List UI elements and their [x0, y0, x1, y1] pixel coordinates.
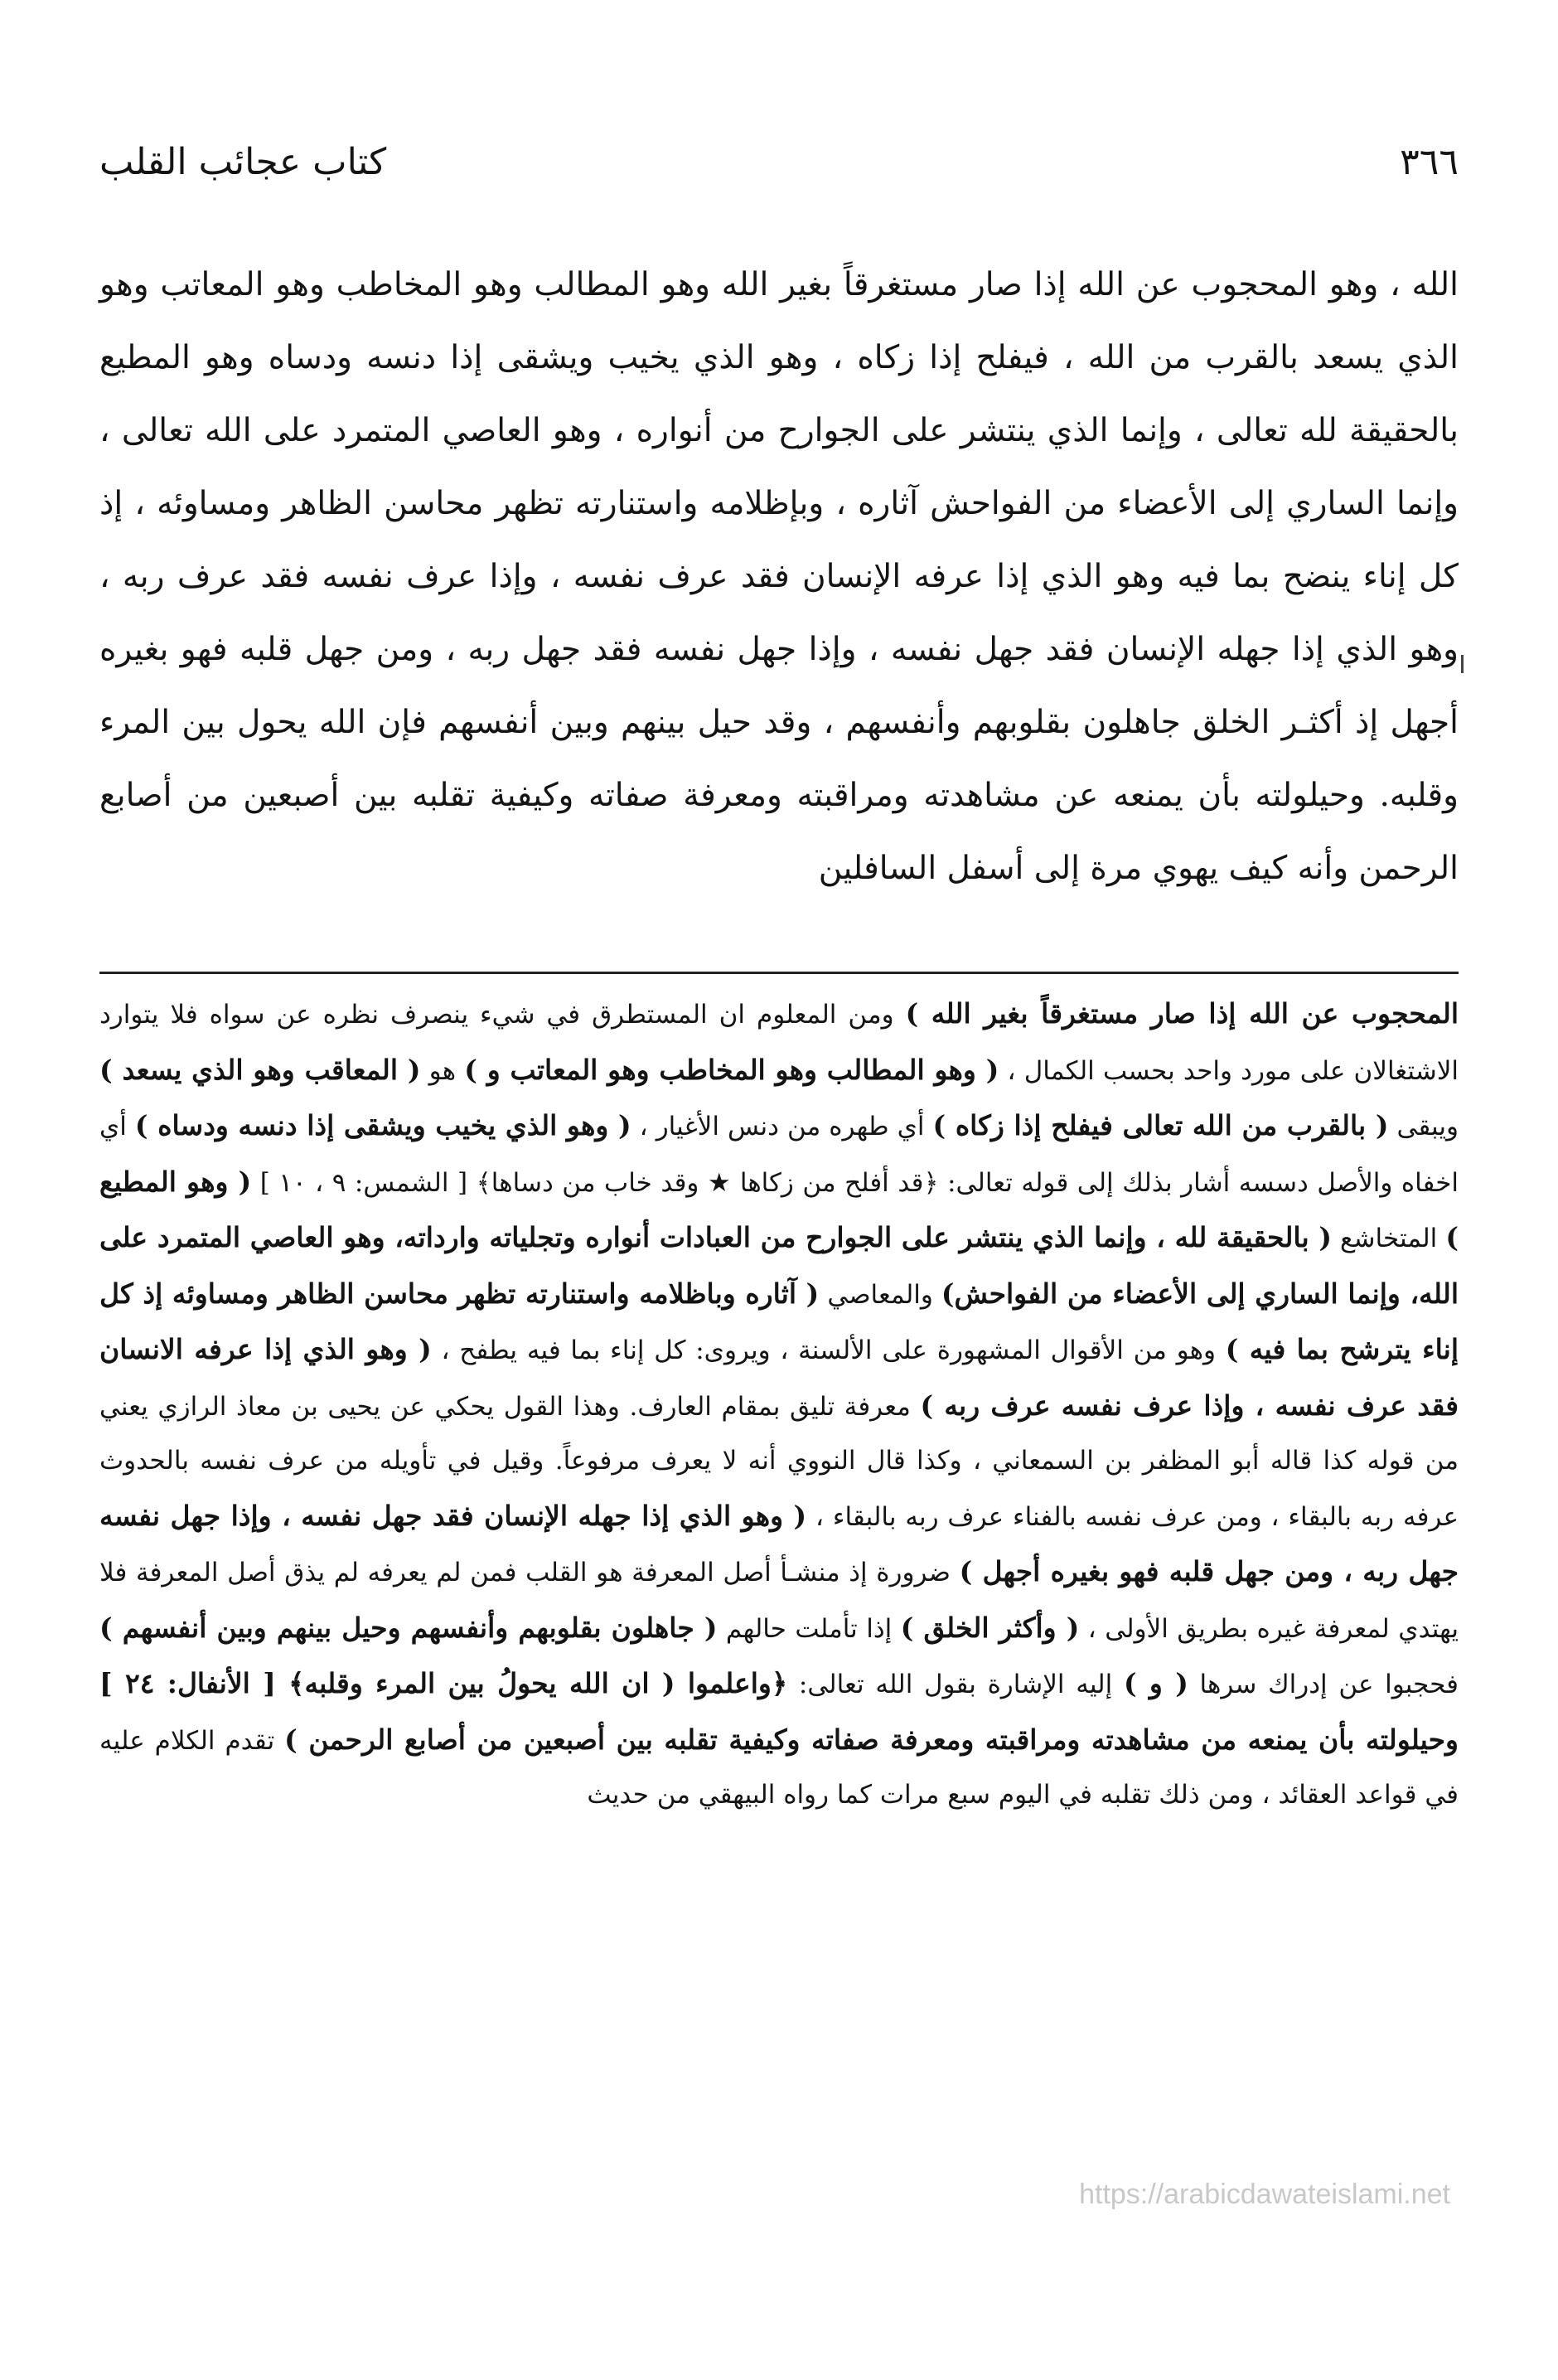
commentary-quoted-segment: المحجوب عن الله إذا صار مستغرقاً بغير الله )	[905, 997, 1459, 1030]
commentary-gloss-segment: تقدم الكلام عليه في قواعد العقائد ، ومن ذلك تقلبه في اليوم سبع مرات كما رواه البيهقي من حديث	[99, 1725, 1459, 1810]
commentary-quoted-segment: ( وهو المطالب وهو المخاطب وهو المعاتب و )	[464, 1053, 999, 1086]
commentary-gloss-segment: والمعاصي	[819, 1279, 941, 1310]
commentary-gloss-segment: ومن المعلوم ان المستطرق في شيء ينصرف نظره عن سواه فلا يتوارد الاشتغالان على مورد واحد بحسب الكمال ،	[99, 1000, 1459, 1086]
main-paragraph: الله ، وهو المحجوب عن الله إذا صار مستغرقاً بغير الله وهو المطالب وهو المخاطب وهو المعاتب وهو الذي يسعد بالقرب من الله ، فيفلح إذا زكاه ، وهو الذي يخيب ويشقى إذا دنسه ودساه وهو المطيع بالحقيقة لله تعالى ، وإنما الذي ينتشر على الجوارح من أنواره ، وهو العاصي المتمرد على الله تعالى ، وإنما الساري إلى الأعضاء من الفواحش آثاره ، وبإظلامه واستنارته تظهر محاسن الظاهر ومساوئه ، إذ كل إناء ينضح بما فيه وهو الذي إذا عرفه الإنسان فقد عرف نفسه ، وإذا عرف نفسه فقد عرف ربه ، وهو الذي إذا جهله الإنسان فقد جهل نفسه ، وإذا جهل نفسه فقد جهل ربه ، ومن جهل قلبه فهو بغيره أجهل إذ أكثـر الخلق جاهلون بقلوبهم وأنفسهم ، وقد حيل بينهم وبين أنفسهم فإن الله يحول بين المرء وقلبه. وحيلولته بأن يمنعه عن مشاهدته ومراقبته ومعرفة صفاته وكيفية تقلبه بين أصبعين من أصابع الرحمن وأنه كيف يهوي مرة إلى أسفل السافلين	[99, 266, 1459, 887]
commentary-gloss-segment: هو	[420, 1055, 465, 1086]
commentary-gloss-segment: إذا تأملت حالهم	[717, 1613, 901, 1644]
commentary-quoted-segment: ( وهو الذي إذا جهله الإنسان فقد جهل نفسه ، وإذا جهل نفسه جهل ربه ، ومن جهل قلبه فهو بغيره أجهل )	[99, 1499, 1459, 1587]
running-title: كتاب عجائب القلب	[99, 140, 387, 183]
commentary-quoted-segment: ( بالقرب من الله تعالى فيفلح إذا زكاه )	[932, 1109, 1389, 1142]
commentary-quoted-segment: ﴿واعلموا ( ان الله يحولُ بين المرء وقلبه﴾ [ الأنفال: ٢٤ ] وحيلولته بأن يمنعه من مشاهدته ومراقبته ومعرفة صفاته وكيفية تقلبه بين أصبعين من أصابع الرحمن )	[99, 1667, 1459, 1756]
commentary-quoted-segment: ( وأكثر الخلق )	[900, 1611, 1080, 1644]
watermark-url: https://arabicdawateislami.net	[1079, 2179, 1450, 2210]
commentary-paragraph	[99, 986, 1459, 1823]
commentary-quoted-segment: ( المعاقب وهو الذي يسعد )	[99, 1053, 421, 1086]
commentary-quoted-segment: ( وهو الذي إذا عرفه الانسان فقد عرف نفسه ، وإذا عرف نفسه عرف ربه )	[99, 1333, 1459, 1422]
commentary-gloss-segment: أي اخفاه والأصل دسسه أشار بذلك إلى قوله تعالى: ﴿قد أفلح من زكاها ★ وقد خاب من دساها﴾ [ الشمس: ٩ ، ١٠ ]	[99, 1112, 1459, 1198]
main-text-block	[99, 249, 1459, 905]
commentary-gloss-segment: فحجبوا عن إدراك سرها	[1188, 1670, 1459, 1699]
commentary-quoted-segment: ( آثاره وباظلامه واستنارته تظهر محاسن الظاهر ومساوئه إذ كل إناء يترشح بما فيه )	[99, 1277, 1459, 1365]
page-header	[99, 124, 1459, 199]
commentary-gloss-segment: المتخاشع	[1331, 1224, 1446, 1253]
commentary-gloss-segment: ضرورة إذ منشـأ أصل المعرفة هو القلب فمن لم يعرفه لم يذق أصل المعرفة فلا يهتدي لمعرفة غيره بطريق الأولى ،	[99, 1558, 1459, 1644]
commentary-quoted-segment: ( وهو المطيع )	[99, 1165, 1459, 1253]
commentary-gloss-segment: ويبقى	[1388, 1112, 1459, 1142]
commentary-quoted-segment: ( وهو الذي يخيب ويشقى إذا دنسه ودساه )	[134, 1109, 631, 1142]
footnote-divider	[99, 972, 1459, 974]
commentary-gloss-segment: معرفة تليق بمقام العارف. وهذا القول يحكي عن يحيى بن معاذ الرازي يعني من قوله كذا قاله أبو المظفر بن السمعاني ، وكذا قال النووي أنه لا يعرف مرفوعاً. وقيل في تأويله من عرف نفسه بالحدوث عرفه ربه بالبقاء ، ومن عرف نفسه بالفناء عرف ربه بالبقاء ،	[99, 1391, 1459, 1532]
commentary-quoted-segment: ( جاهلون بقلوبهم وأنفسهم وحيل بينهم وبين أنفسهم )	[99, 1611, 718, 1644]
commentary-gloss-segment: إليه الإشارة بقول الله تعالى:	[787, 1670, 1124, 1699]
scan-mark	[1461, 655, 1464, 673]
commentary-quoted-segment: ( و )	[1123, 1667, 1188, 1699]
commentary-quoted-segment: ( بالحقيقة لله ، وإنما الذي ينتشر على الجوارح من العبادات أنواره وتجلياته وارداته، وهو العاصي المتمرد على الله، وإنما الساري إلى الأعضاء من الفواحش)	[99, 1221, 1459, 1310]
page-number: ٣٦٦	[1400, 140, 1459, 183]
commentary-gloss-segment: أي طهره من دنس الأغيار ،	[631, 1112, 933, 1142]
commentary-block	[99, 986, 1459, 1823]
commentary-gloss-segment: وهو من الأقوال المشهورة على الألسنة ، ويروى: كل إناء بما فيه يطفح ،	[431, 1335, 1226, 1365]
